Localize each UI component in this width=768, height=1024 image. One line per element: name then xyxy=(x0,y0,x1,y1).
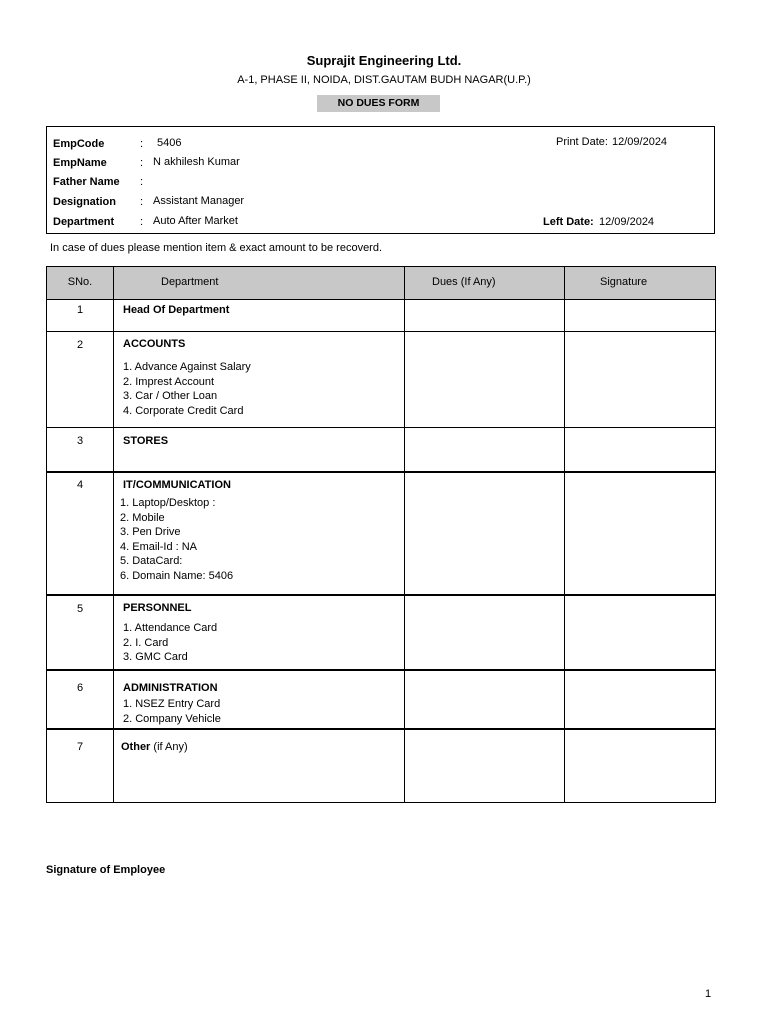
row-1-sno: 1 xyxy=(76,304,84,316)
row-4-department: IT/COMMUNICATION xyxy=(123,479,231,491)
column-header-department: Department xyxy=(161,276,219,288)
column-header-sno: SNo. xyxy=(67,276,93,288)
row-7-department-suffix: (if Any) xyxy=(150,741,188,753)
empcode-label: EmpCode xyxy=(53,138,105,150)
empname-sep: : xyxy=(140,157,144,169)
department-value: Auto After Market xyxy=(153,215,238,227)
row-5-items xyxy=(123,621,217,665)
column-divider xyxy=(113,267,114,802)
row-6-items xyxy=(123,697,221,726)
designation-label: Designation xyxy=(53,196,116,208)
employee-info-box xyxy=(46,126,715,234)
list-item: 2. I. Card xyxy=(123,636,169,649)
row-5-sno: 5 xyxy=(76,603,84,615)
print-date-label: Print Date: xyxy=(556,136,608,148)
row-1-department: Head Of Department xyxy=(123,304,230,316)
row-divider xyxy=(47,669,715,671)
list-item: 4. Email-Id : NA xyxy=(120,540,198,553)
list-item: 1. Advance Against Salary xyxy=(123,361,251,373)
left-date-label: Left Date: xyxy=(543,216,594,228)
row-7-sno: 7 xyxy=(76,741,84,753)
left-date-value: 12/09/2024 xyxy=(599,216,655,228)
row-divider xyxy=(47,331,715,332)
column-header-signature: Signature xyxy=(600,276,648,288)
row-divider xyxy=(47,427,715,428)
list-item: 4. Corporate Credit Card xyxy=(123,404,244,417)
list-item: 2. Mobile xyxy=(120,511,165,524)
list-item: 6. Domain Name: 5406 xyxy=(120,569,234,582)
empcode-sep: : xyxy=(140,138,144,150)
row-6-department: ADMINISTRATION xyxy=(123,682,218,694)
row-divider xyxy=(47,594,715,596)
empname-label: EmpName xyxy=(53,157,107,169)
list-item: 1. Laptop/Desktop : xyxy=(120,497,216,509)
list-item: 3. Pen Drive xyxy=(120,526,181,539)
list-item: 3. GMC Card xyxy=(123,651,188,664)
dues-instruction-note: In case of dues please mention item & exact amount to be recoverd. xyxy=(50,242,383,254)
designation-sep: : xyxy=(140,196,144,208)
list-item: 2. Company Vehicle xyxy=(123,712,221,725)
company-address: A-1, PHASE II, NOIDA, DIST.GAUTAM BUDH NAGAR(U.P.) xyxy=(237,74,531,86)
page-number: 1 xyxy=(705,988,712,1000)
list-item: 1. Attendance Card xyxy=(123,622,218,634)
department-label: Department xyxy=(53,216,115,228)
row-2-department: ACCOUNTS xyxy=(123,338,186,350)
row-2-items xyxy=(123,360,251,418)
form-title: NO DUES FORM xyxy=(317,95,440,112)
column-header-dues: Dues (If Any) xyxy=(432,276,496,288)
row-3-department: STORES xyxy=(123,435,169,447)
employee-signature-label: Signature of Employee xyxy=(46,864,166,876)
row-5-department: PERSONNEL xyxy=(123,602,192,614)
company-name: Suprajit Engineering Ltd. xyxy=(306,53,462,68)
list-item: 5. DataCard: xyxy=(120,555,183,568)
department-sep: : xyxy=(140,216,144,228)
dues-table xyxy=(46,266,716,803)
father-name-label: Father Name xyxy=(53,176,120,188)
row-3-sno: 3 xyxy=(76,435,84,447)
row-4-sno: 4 xyxy=(76,479,84,491)
designation-value: Assistant Manager xyxy=(153,195,245,207)
row-7-department-name: Other xyxy=(121,741,151,753)
row-divider xyxy=(47,728,715,730)
list-item: 1. NSEZ Entry Card xyxy=(123,698,221,710)
column-divider xyxy=(404,267,405,802)
row-6-sno: 6 xyxy=(76,682,84,694)
row-7-department xyxy=(121,741,188,753)
print-date-value: 12/09/2024 xyxy=(612,136,668,148)
column-divider xyxy=(564,267,565,802)
list-item: 2. Imprest Account xyxy=(123,375,215,388)
empcode-value: 5406 xyxy=(157,137,182,149)
row-2-sno: 2 xyxy=(76,339,84,351)
empname-value: N akhilesh Kumar xyxy=(153,156,240,168)
row-divider xyxy=(47,471,715,473)
father-name-sep: : xyxy=(140,176,144,188)
row-4-items xyxy=(120,496,233,584)
list-item: 3. Car / Other Loan xyxy=(123,390,218,403)
